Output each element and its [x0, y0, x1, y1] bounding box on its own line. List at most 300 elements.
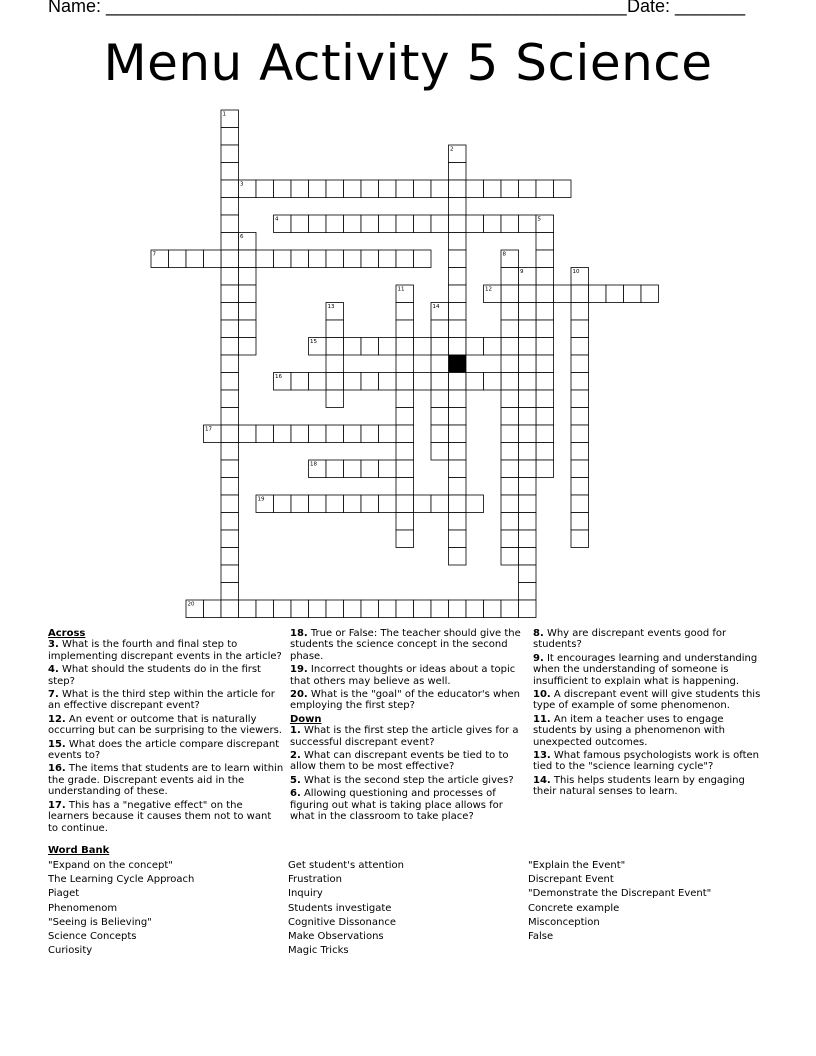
grid-cell[interactable] [431, 180, 449, 198]
clue [290, 750, 526, 773]
grid-cell[interactable] [449, 268, 467, 286]
date-field[interactable]: Date: _______ [627, 0, 746, 16]
grid-cell[interactable] [396, 408, 414, 426]
word-bank-item: Misconception [528, 916, 600, 928]
grid-cell[interactable] [221, 285, 239, 303]
grid-cell[interactable] [344, 460, 362, 478]
grid-cell[interactable] [204, 600, 222, 618]
grid-cell[interactable] [501, 548, 519, 566]
grid-cell[interactable] [431, 443, 449, 461]
grid-cell[interactable] [291, 425, 309, 443]
grid-cell[interactable] [519, 425, 537, 443]
grid-cell[interactable] [361, 338, 379, 356]
grid-cell[interactable] [326, 373, 344, 391]
grid-cell[interactable] [501, 373, 519, 391]
grid-cell[interactable] [326, 390, 344, 408]
grid-cell[interactable] [431, 390, 449, 408]
cell-number: 13 [327, 304, 335, 310]
clue-text: What famous psychologists work is often tied to the "science learning cycle"? [533, 750, 759, 773]
grid-cell[interactable] [204, 250, 222, 268]
grid-cell[interactable] [221, 128, 239, 146]
grid-cell[interactable] [519, 303, 537, 321]
grid-cell[interactable] [501, 513, 519, 531]
grid-cell[interactable] [449, 198, 467, 216]
grid-cell[interactable] [221, 320, 239, 338]
grid-cell[interactable] [361, 373, 379, 391]
grid-cell[interactable] [449, 285, 467, 303]
grid-cell[interactable] [396, 338, 414, 356]
grid-cell[interactable] [466, 600, 484, 618]
grid-cell[interactable] [396, 390, 414, 408]
grid-cell[interactable] [309, 250, 327, 268]
grid-cell[interactable] [449, 513, 467, 531]
grid-cell[interactable] [221, 233, 239, 251]
cell-number: 9 [520, 269, 524, 275]
grid-cell[interactable] [291, 373, 309, 391]
clue-text: What is the fourth and final step to implementing discrepant events in the article? [48, 639, 282, 662]
grid-cell[interactable] [536, 338, 554, 356]
grid-cell[interactable] [571, 495, 589, 513]
grid-cell[interactable] [571, 285, 589, 303]
grid-cell[interactable] [501, 215, 519, 233]
grid-cell[interactable] [519, 408, 537, 426]
grid-cell[interactable] [379, 338, 397, 356]
clue-number: 6. [290, 788, 301, 800]
clue-number: 1. [290, 725, 301, 737]
grid-cell[interactable] [379, 180, 397, 198]
grid-cell[interactable] [571, 425, 589, 443]
grid-cell[interactable] [519, 373, 537, 391]
grid-cell[interactable] [221, 408, 239, 426]
grid-cell[interactable] [449, 390, 467, 408]
grid-cell[interactable] [484, 215, 502, 233]
grid-cell[interactable] [344, 250, 362, 268]
clue [290, 664, 526, 687]
grid-cell[interactable] [484, 180, 502, 198]
grid-cell[interactable] [484, 338, 502, 356]
grid-cell[interactable] [519, 530, 537, 548]
cell-number: 10 [572, 269, 580, 275]
grid-cell[interactable] [484, 600, 502, 618]
grid-cell[interactable] [431, 373, 449, 391]
grid-cell[interactable] [221, 513, 239, 531]
grid-cell[interactable] [396, 180, 414, 198]
grid-cell[interactable] [554, 180, 572, 198]
clue-text: What does the article compare discrepant events to? [48, 738, 280, 762]
grid-cell[interactable] [449, 233, 467, 251]
grid-cell[interactable] [221, 338, 239, 356]
grid-cell[interactable] [326, 355, 344, 373]
grid-cell[interactable] [396, 513, 414, 531]
grid-cell[interactable] [326, 250, 344, 268]
grid-cell[interactable] [536, 355, 554, 373]
grid-cell[interactable] [309, 425, 327, 443]
grid-cell[interactable] [431, 215, 449, 233]
grid-cell[interactable] [396, 320, 414, 338]
grid-cell[interactable] [449, 478, 467, 496]
grid-cell[interactable] [309, 373, 327, 391]
grid-cell[interactable] [536, 320, 554, 338]
word-bank-item: "Seeing is Believing" [48, 916, 152, 928]
grid-cell[interactable] [519, 215, 537, 233]
grid-cell[interactable] [571, 390, 589, 408]
grid-cell[interactable] [431, 408, 449, 426]
grid-cell[interactable] [431, 338, 449, 356]
grid-cell[interactable] [221, 443, 239, 461]
grid-cell[interactable] [221, 548, 239, 566]
grid-cell[interactable] [571, 530, 589, 548]
grid-cell[interactable] [396, 530, 414, 548]
grid-cell[interactable] [326, 495, 344, 513]
grid-cell[interactable] [449, 425, 467, 443]
word-bank-column-1 [48, 859, 194, 958]
page-title: Menu Activity 5 Science [103, 34, 713, 92]
clue-text: What is the second step the article gives? [300, 774, 514, 786]
grid-cell[interactable] [606, 285, 624, 303]
grid-cell[interactable] [309, 215, 327, 233]
grid-cell[interactable] [396, 600, 414, 618]
grid-cell[interactable] [536, 268, 554, 286]
clue-number: 9. [533, 652, 544, 664]
grid-cell[interactable] [449, 250, 467, 268]
grid-cell[interactable] [274, 180, 292, 198]
grid-cell[interactable] [571, 443, 589, 461]
grid-cell[interactable] [414, 495, 432, 513]
grid-cell[interactable] [536, 390, 554, 408]
grid-cell[interactable] [326, 425, 344, 443]
grid-cell[interactable] [414, 215, 432, 233]
grid-cell[interactable] [256, 425, 274, 443]
grid-cell[interactable] [571, 460, 589, 478]
grid-cell[interactable] [344, 338, 362, 356]
grid-cell[interactable] [396, 425, 414, 443]
grid-cell[interactable] [519, 548, 537, 566]
clue [533, 750, 769, 773]
grid-cell[interactable] [624, 285, 642, 303]
grid-cell[interactable] [449, 215, 467, 233]
grid-cell[interactable] [239, 425, 257, 443]
grid-cell[interactable] [519, 478, 537, 496]
grid-cell[interactable] [396, 478, 414, 496]
grid-cell[interactable] [396, 215, 414, 233]
grid-cell[interactable] [449, 320, 467, 338]
grid-cell[interactable] [221, 145, 239, 163]
grid-cell[interactable] [501, 180, 519, 198]
grid-cell[interactable] [519, 285, 537, 303]
grid-cell[interactable] [361, 250, 379, 268]
grid-cell[interactable] [221, 268, 239, 286]
grid-cell[interactable] [519, 460, 537, 478]
grid-cell[interactable] [396, 443, 414, 461]
grid-cell[interactable] [256, 250, 274, 268]
grid-cell[interactable] [291, 600, 309, 618]
grid-cell[interactable] [396, 373, 414, 391]
grid-cell[interactable] [221, 530, 239, 548]
cell-number: 6 [240, 234, 244, 240]
grid-cell[interactable] [501, 443, 519, 461]
clue-text: Why are discrepant events good for students? [533, 628, 727, 651]
grid-cell[interactable] [501, 495, 519, 513]
grid-cell[interactable] [239, 320, 257, 338]
grid-cell[interactable] [536, 460, 554, 478]
clue-number: 18. [290, 628, 308, 639]
clue-number: 15. [48, 738, 66, 750]
grid-cell[interactable] [326, 600, 344, 618]
word-bank-item: Make Observations [288, 931, 384, 943]
down-heading: Down [290, 713, 322, 725]
grid-cell[interactable] [326, 180, 344, 198]
grid-cell[interactable] [431, 495, 449, 513]
grid-cell[interactable] [361, 600, 379, 618]
cell-number: 3 [240, 181, 244, 188]
grid-cell[interactable] [501, 320, 519, 338]
clue [290, 725, 526, 748]
grid-cell[interactable] [396, 355, 414, 373]
grid-cell[interactable] [431, 320, 449, 338]
grid-cell[interactable] [466, 373, 484, 391]
grid-cell[interactable] [291, 495, 309, 513]
grid-cell[interactable] [501, 268, 519, 286]
grid-cell[interactable] [379, 425, 397, 443]
grid-cell[interactable] [291, 180, 309, 198]
grid-cell[interactable] [501, 390, 519, 408]
clue [290, 628, 526, 662]
grid-cell[interactable] [641, 285, 659, 303]
clue [533, 628, 769, 651]
grid-cell[interactable] [449, 373, 467, 391]
grid-cell[interactable] [379, 460, 397, 478]
grid-cell[interactable] [501, 285, 519, 303]
grid-cell[interactable] [239, 303, 257, 321]
word-bank-item: Cognitive Dissonance [288, 916, 396, 928]
grid-cell[interactable] [571, 320, 589, 338]
grid-cell[interactable] [449, 495, 467, 513]
grid-cell[interactable] [239, 600, 257, 618]
grid-cell[interactable] [344, 373, 362, 391]
grid-cell[interactable] [449, 530, 467, 548]
grid-cell[interactable] [221, 373, 239, 391]
word-bank-item: Piaget [48, 888, 80, 900]
grid-cell[interactable] [379, 373, 397, 391]
grid-cell[interactable] [344, 600, 362, 618]
grid-cell[interactable] [501, 338, 519, 356]
grid-cell[interactable] [501, 600, 519, 618]
grid-cell[interactable] [501, 460, 519, 478]
word-bank-item: Get student's attention [288, 860, 404, 871]
grid-cell[interactable] [519, 355, 537, 373]
grid-cell[interactable] [396, 250, 414, 268]
grid-cell[interactable] [396, 303, 414, 321]
grid-cell[interactable] [589, 285, 607, 303]
grid-cell[interactable] [414, 373, 432, 391]
clue [48, 763, 284, 797]
grid-cell[interactable] [239, 268, 257, 286]
grid-cell[interactable] [519, 443, 537, 461]
grid-cell[interactable] [449, 443, 467, 461]
grid-cell[interactable] [221, 198, 239, 216]
grid-cell[interactable] [221, 425, 239, 443]
grid-cell[interactable] [186, 250, 204, 268]
word-bank-item: Magic Tricks [288, 945, 349, 957]
clue-text: A discrepant event will give students this type of example of some phenomenon. [533, 689, 761, 712]
clue [48, 689, 284, 712]
grid-cell[interactable] [239, 338, 257, 356]
grid-cell[interactable] [519, 513, 537, 531]
grid-cell[interactable] [309, 600, 327, 618]
word-bank-item: Inquiry [288, 888, 323, 900]
grid-cell[interactable] [239, 250, 257, 268]
grid-cell[interactable] [519, 495, 537, 513]
grid-cell[interactable] [536, 250, 554, 268]
grid-cell[interactable] [501, 478, 519, 496]
clue-number: 4. [48, 664, 59, 676]
grid-cell[interactable] [274, 250, 292, 268]
clue [48, 800, 284, 834]
grid-cell[interactable] [379, 495, 397, 513]
cell-number: 15 [310, 339, 317, 345]
grid-cell[interactable] [396, 460, 414, 478]
grid-cell[interactable] [344, 425, 362, 443]
grid-cell[interactable] [519, 583, 537, 601]
clue-text: What is the third step within the article for an effective discrepant event? [48, 689, 275, 712]
grid-cell[interactable] [519, 180, 537, 198]
grid-cell[interactable] [466, 180, 484, 198]
grid-cell[interactable] [519, 320, 537, 338]
grid-cell[interactable] [256, 180, 274, 198]
grid-cell[interactable] [484, 373, 502, 391]
grid-cell[interactable] [361, 180, 379, 198]
grid-cell[interactable] [169, 250, 187, 268]
grid-cell[interactable] [361, 460, 379, 478]
grid-cell[interactable] [256, 600, 274, 618]
grid-cell[interactable] [221, 478, 239, 496]
across-clues-column [48, 628, 284, 836]
grid-cell[interactable] [221, 215, 239, 233]
grid-cell[interactable] [536, 303, 554, 321]
grid-cell[interactable] [344, 495, 362, 513]
grid-cell[interactable] [536, 233, 554, 251]
grid-cell[interactable] [274, 495, 292, 513]
grid-cell[interactable] [449, 548, 467, 566]
grid-cell[interactable] [449, 180, 467, 198]
grid-cell[interactable] [221, 355, 239, 373]
grid-cell[interactable] [309, 495, 327, 513]
grid-cell[interactable] [396, 495, 414, 513]
grid-cell[interactable] [379, 215, 397, 233]
grid-cell[interactable] [221, 180, 239, 198]
name-field[interactable]: Name: ____________________________________________________ [48, 0, 627, 16]
grid-cell[interactable] [519, 390, 537, 408]
grid-cell[interactable] [519, 600, 537, 618]
grid-cell[interactable] [291, 215, 309, 233]
grid-cell[interactable] [221, 303, 239, 321]
grid-cell[interactable] [536, 373, 554, 391]
grid-cell[interactable] [571, 373, 589, 391]
grid-cell[interactable] [361, 425, 379, 443]
grid-cell[interactable] [326, 460, 344, 478]
grid-cell[interactable] [449, 303, 467, 321]
grid-cell[interactable] [431, 355, 449, 373]
grid-cell[interactable] [431, 600, 449, 618]
clue-number: 14. [533, 774, 551, 786]
grid-cell[interactable] [326, 338, 344, 356]
grid-cell[interactable] [519, 338, 537, 356]
clue-number: 12. [48, 713, 66, 725]
grid-cell[interactable] [501, 303, 519, 321]
grid-cell[interactable] [379, 600, 397, 618]
grid-cell[interactable] [221, 250, 239, 268]
grid-cell[interactable] [414, 338, 432, 356]
grid-cell[interactable] [379, 250, 397, 268]
grid-cell[interactable] [466, 215, 484, 233]
grid-cell[interactable] [326, 215, 344, 233]
grid-cell[interactable] [221, 583, 239, 601]
grid-cell[interactable] [221, 390, 239, 408]
grid-cell[interactable] [571, 355, 589, 373]
grid-cell[interactable] [501, 530, 519, 548]
grid-cell[interactable] [414, 180, 432, 198]
grid-cell[interactable] [221, 495, 239, 513]
grid-cell[interactable] [536, 425, 554, 443]
grid-cell[interactable] [414, 600, 432, 618]
grid-cell[interactable] [554, 285, 572, 303]
word-bank-column-3 [528, 859, 711, 944]
grid-cell[interactable] [414, 250, 432, 268]
grid-cell[interactable] [291, 250, 309, 268]
grid-cell[interactable] [449, 600, 467, 618]
grid-cell[interactable] [501, 355, 519, 373]
grid-cell[interactable] [571, 513, 589, 531]
grid-cell[interactable] [274, 425, 292, 443]
grid-cell[interactable] [466, 495, 484, 513]
grid-cell[interactable] [221, 163, 239, 181]
clue-number: 16. [48, 763, 66, 775]
grid-cell[interactable] [221, 565, 239, 583]
word-bank-heading: Word Bank [48, 845, 110, 856]
clue-text: This helps students learn by engaging their natural senses to learn. [533, 774, 745, 798]
grid-cell[interactable] [221, 600, 239, 618]
grid-cell[interactable] [431, 425, 449, 443]
grid-cell[interactable] [466, 338, 484, 356]
grid-cell[interactable] [361, 495, 379, 513]
grid-cell[interactable] [274, 600, 292, 618]
grid-cell[interactable] [519, 565, 537, 583]
grid-cell[interactable] [449, 460, 467, 478]
cell-number: 20 [187, 601, 195, 608]
grid-cell[interactable] [239, 285, 257, 303]
grid-cell[interactable] [571, 408, 589, 426]
grid-cell[interactable] [501, 408, 519, 426]
clue-number: 2. [290, 750, 301, 762]
grid-cell[interactable] [221, 460, 239, 478]
grid-cell[interactable] [571, 303, 589, 321]
grid-cell[interactable] [344, 215, 362, 233]
grid-cell[interactable] [571, 478, 589, 496]
grid-cell[interactable] [536, 443, 554, 461]
grid-cell[interactable] [344, 180, 362, 198]
grid-cell[interactable] [361, 215, 379, 233]
grid-cell[interactable] [309, 180, 327, 198]
grid-cell[interactable] [326, 320, 344, 338]
grid-cell[interactable] [449, 408, 467, 426]
grid-cell[interactable] [449, 338, 467, 356]
grid-cell[interactable] [571, 338, 589, 356]
grid-cell[interactable] [449, 163, 467, 181]
grid-cell[interactable] [536, 180, 554, 198]
grid-cell[interactable] [536, 408, 554, 426]
grid-cell[interactable] [501, 425, 519, 443]
grid-cell[interactable] [536, 285, 554, 303]
